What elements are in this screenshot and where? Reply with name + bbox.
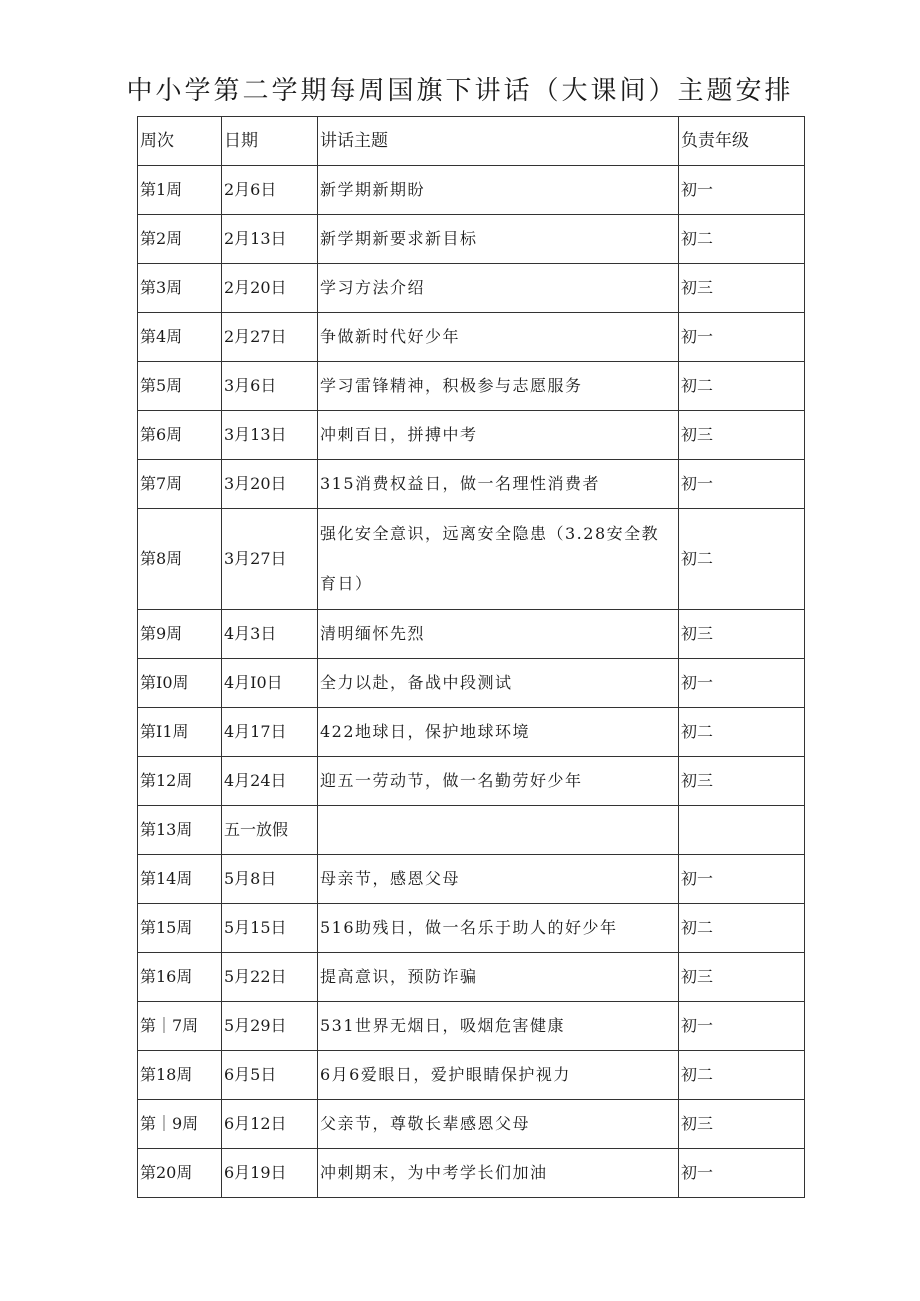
- grade-cell: 初三: [679, 411, 805, 460]
- grade-cell: 初三: [679, 1100, 805, 1149]
- grade-cell: 初二: [679, 215, 805, 264]
- table-row: [138, 215, 805, 264]
- week-cell: 第｜9周: [138, 1100, 222, 1149]
- table-row: [138, 313, 805, 362]
- date-cell: 3月6日: [222, 362, 318, 411]
- grade-cell: 初二: [679, 904, 805, 953]
- topic-cell: 516助残日，做一名乐于助人的好少年: [318, 904, 679, 953]
- date-cell: 4月I0日: [222, 659, 318, 708]
- topic-cell: 母亲节，感恩父母: [318, 855, 679, 904]
- table-row: [138, 509, 805, 610]
- topic-cell: 全力以赴，备战中段测试: [318, 659, 679, 708]
- column-header-topic: 讲话主题: [318, 117, 679, 166]
- topic-cell: 新学期新期盼: [318, 166, 679, 215]
- table-row: [138, 659, 805, 708]
- date-cell: 5月15日: [222, 904, 318, 953]
- week-cell: 第2周: [138, 215, 222, 264]
- topic-cell: 冲刺期末，为中考学长们加油: [318, 1149, 679, 1198]
- grade-cell: 初三: [679, 953, 805, 1002]
- week-cell: 第5周: [138, 362, 222, 411]
- date-cell: 3月20日: [222, 460, 318, 509]
- date-cell: 2月6日: [222, 166, 318, 215]
- grade-cell: 初一: [679, 313, 805, 362]
- page-title: 中小学第二学期每周国旗下讲话（大课间）主题安排: [126, 76, 794, 106]
- grade-cell: 初二: [679, 1051, 805, 1100]
- date-cell: 4月17日: [222, 708, 318, 757]
- date-cell: 2月27日: [222, 313, 318, 362]
- date-cell: 3月27日: [222, 509, 318, 610]
- topic-cell: 清明缅怀先烈: [318, 610, 679, 659]
- grade-cell: 初一: [679, 855, 805, 904]
- date-cell: 4月3日: [222, 610, 318, 659]
- date-cell: 5月22日: [222, 953, 318, 1002]
- grade-cell: 初二: [679, 708, 805, 757]
- week-cell: 第6周: [138, 411, 222, 460]
- topic-cell: 学习雷锋精神，积极参与志愿服务: [318, 362, 679, 411]
- date-cell: 3月13日: [222, 411, 318, 460]
- topic-cell: 6月6爱眼日，爱护眼睛保护视力: [318, 1051, 679, 1100]
- date-cell: 2月20日: [222, 264, 318, 313]
- grade-cell: 初三: [679, 757, 805, 806]
- table-row: [138, 362, 805, 411]
- grade-cell: 初三: [679, 264, 805, 313]
- topic-cell: 冲刺百日，拼搏中考: [318, 411, 679, 460]
- week-cell: 第20周: [138, 1149, 222, 1198]
- topic-cell: 531世界无烟日，吸烟危害健康: [318, 1002, 679, 1051]
- table-row: [138, 264, 805, 313]
- column-header-week: 周次: [138, 117, 222, 166]
- date-cell: 5月8日: [222, 855, 318, 904]
- table-row: [138, 904, 805, 953]
- table-row: [138, 855, 805, 904]
- table-row: [138, 806, 805, 855]
- date-cell: 6月12日: [222, 1100, 318, 1149]
- topic-cell: 父亲节，尊敬长辈感恩父母: [318, 1100, 679, 1149]
- week-cell: 第4周: [138, 313, 222, 362]
- table-row: [138, 1051, 805, 1100]
- table-row: [138, 1002, 805, 1051]
- table-row: [138, 1100, 805, 1149]
- week-cell: 第1周: [138, 166, 222, 215]
- week-cell: 第8周: [138, 509, 222, 610]
- date-cell: 2月13日: [222, 215, 318, 264]
- table-row: [138, 166, 805, 215]
- topic-cell: 315消费权益日，做一名理性消费者: [318, 460, 679, 509]
- week-cell: 第I0周: [138, 659, 222, 708]
- date-cell: 5月29日: [222, 1002, 318, 1051]
- topic-cell: 争做新时代好少年: [318, 313, 679, 362]
- week-cell: 第18周: [138, 1051, 222, 1100]
- topic-cell: [318, 806, 679, 855]
- grade-cell: 初一: [679, 166, 805, 215]
- table-row: [138, 411, 805, 460]
- week-cell: 第16周: [138, 953, 222, 1002]
- grade-cell: 初一: [679, 659, 805, 708]
- week-cell: 第14周: [138, 855, 222, 904]
- date-cell: 6月19日: [222, 1149, 318, 1198]
- table-row: [138, 708, 805, 757]
- date-cell: 五一放假: [222, 806, 318, 855]
- grade-cell: 初二: [679, 362, 805, 411]
- grade-cell: 初一: [679, 1002, 805, 1051]
- topic-cell: 强化安全意识，远离安全隐患（3.28安全教育日）: [318, 509, 679, 610]
- week-cell: 第7周: [138, 460, 222, 509]
- topic-cell: 提高意识，预防诈骗: [318, 953, 679, 1002]
- topic-cell: 422地球日，保护地球环境: [318, 708, 679, 757]
- topic-cell: 迎五一劳动节，做一名勤劳好少年: [318, 757, 679, 806]
- column-header-date: 日期: [222, 117, 318, 166]
- grade-cell: 初二: [679, 509, 805, 610]
- table-row: [138, 757, 805, 806]
- table-row: [138, 610, 805, 659]
- week-cell: 第13周: [138, 806, 222, 855]
- grade-cell: [679, 806, 805, 855]
- grade-cell: 初一: [679, 1149, 805, 1198]
- topic-cell: 学习方法介绍: [318, 264, 679, 313]
- date-cell: 6月5日: [222, 1051, 318, 1100]
- topic-cell: 新学期新要求新目标: [318, 215, 679, 264]
- week-cell: 第15周: [138, 904, 222, 953]
- table-row: [138, 1149, 805, 1198]
- week-cell: 第12周: [138, 757, 222, 806]
- date-cell: 4月24日: [222, 757, 318, 806]
- week-cell: 第｜7周: [138, 1002, 222, 1051]
- table-row: [138, 460, 805, 509]
- column-header-grade: 负责年级: [679, 117, 805, 166]
- table-row: [138, 953, 805, 1002]
- header-row: [138, 117, 805, 166]
- week-cell: 第9周: [138, 610, 222, 659]
- grade-cell: 初三: [679, 610, 805, 659]
- week-cell: 第3周: [138, 264, 222, 313]
- week-cell: 第I1周: [138, 708, 222, 757]
- schedule-table: [137, 116, 805, 1198]
- grade-cell: 初一: [679, 460, 805, 509]
